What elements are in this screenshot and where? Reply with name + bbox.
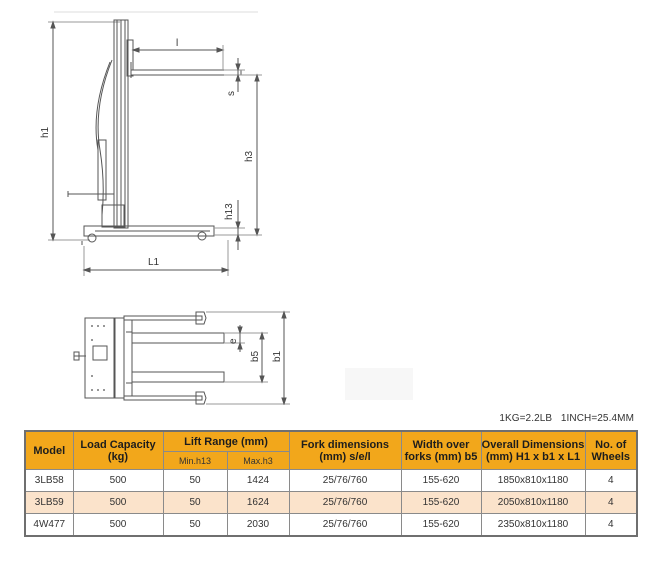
cell-fork: 25/76/760 <box>289 514 401 537</box>
label-b1: b1 <box>272 350 283 362</box>
table-row <box>25 470 637 492</box>
cell-width: 155-620 <box>401 514 481 537</box>
cell-wheels: 4 <box>585 492 637 514</box>
header-width-over-forks: Width over forks (mm) b5 <box>401 431 481 470</box>
cell-lift-max: 1624 <box>227 492 289 514</box>
label-h13: h13 <box>224 203 235 220</box>
table-row <box>25 514 637 537</box>
label-h1: h1 <box>40 126 51 138</box>
unit-conversion-note: 1KG=2.2LB 1INCH=25.4MM <box>499 413 634 424</box>
cell-lift-min: 50 <box>163 470 227 492</box>
cell-load: 500 <box>73 514 163 537</box>
cell-model: 3LB58 <box>25 470 73 492</box>
base-side <box>82 205 214 245</box>
cell-lift-min: 50 <box>163 492 227 514</box>
s-dimension <box>224 58 245 92</box>
header-overall-dimensions: Overall Dimensions (mm) H1 x b1 x L1 <box>481 431 585 470</box>
cell-overall: 2350x810x1180 <box>481 514 585 537</box>
header-fork-dimensions: Fork dimensions (mm) s/e/l <box>289 431 401 470</box>
cell-wheels: 4 <box>585 514 637 537</box>
label-h3: h3 <box>244 150 255 162</box>
cell-load: 500 <box>73 492 163 514</box>
cell-fork: 25/76/760 <box>289 470 401 492</box>
header-lift-min: Min.h13 <box>163 452 227 470</box>
header-row <box>25 431 637 452</box>
header-lift-range: Lift Range (mm) <box>163 431 289 452</box>
cell-lift-max: 2030 <box>227 514 289 537</box>
label-e: e <box>228 338 239 344</box>
cell-lift-max: 1424 <box>227 470 289 492</box>
cell-width: 155-620 <box>401 470 481 492</box>
h1-dimension <box>48 22 120 240</box>
cell-wheels: 4 <box>585 470 637 492</box>
mast <box>114 20 133 228</box>
cell-model: 4W477 <box>25 514 73 537</box>
label-s: s <box>226 91 237 96</box>
cell-overall: 2050x810x1180 <box>481 492 585 514</box>
label-l: l <box>176 38 179 49</box>
cell-model: 3LB59 <box>25 492 73 514</box>
table-row <box>25 492 637 514</box>
header-load-capacity: Load Capacity (kg) <box>73 431 163 470</box>
cell-width: 155-620 <box>401 492 481 514</box>
cell-load: 500 <box>73 470 163 492</box>
label-L1: L1 <box>148 257 160 268</box>
header-wheels: No. of Wheels <box>585 431 637 470</box>
label-b5: b5 <box>250 350 261 362</box>
side-view <box>48 20 262 276</box>
cell-overall: 1850x810x1180 <box>481 470 585 492</box>
cell-fork: 25/76/760 <box>289 492 401 514</box>
handle <box>68 60 114 215</box>
header-model: Model <box>25 431 73 470</box>
cell-lift-min: 50 <box>163 514 227 537</box>
header-lift-max: Max.h3 <box>227 452 289 470</box>
spec-table <box>24 430 638 537</box>
